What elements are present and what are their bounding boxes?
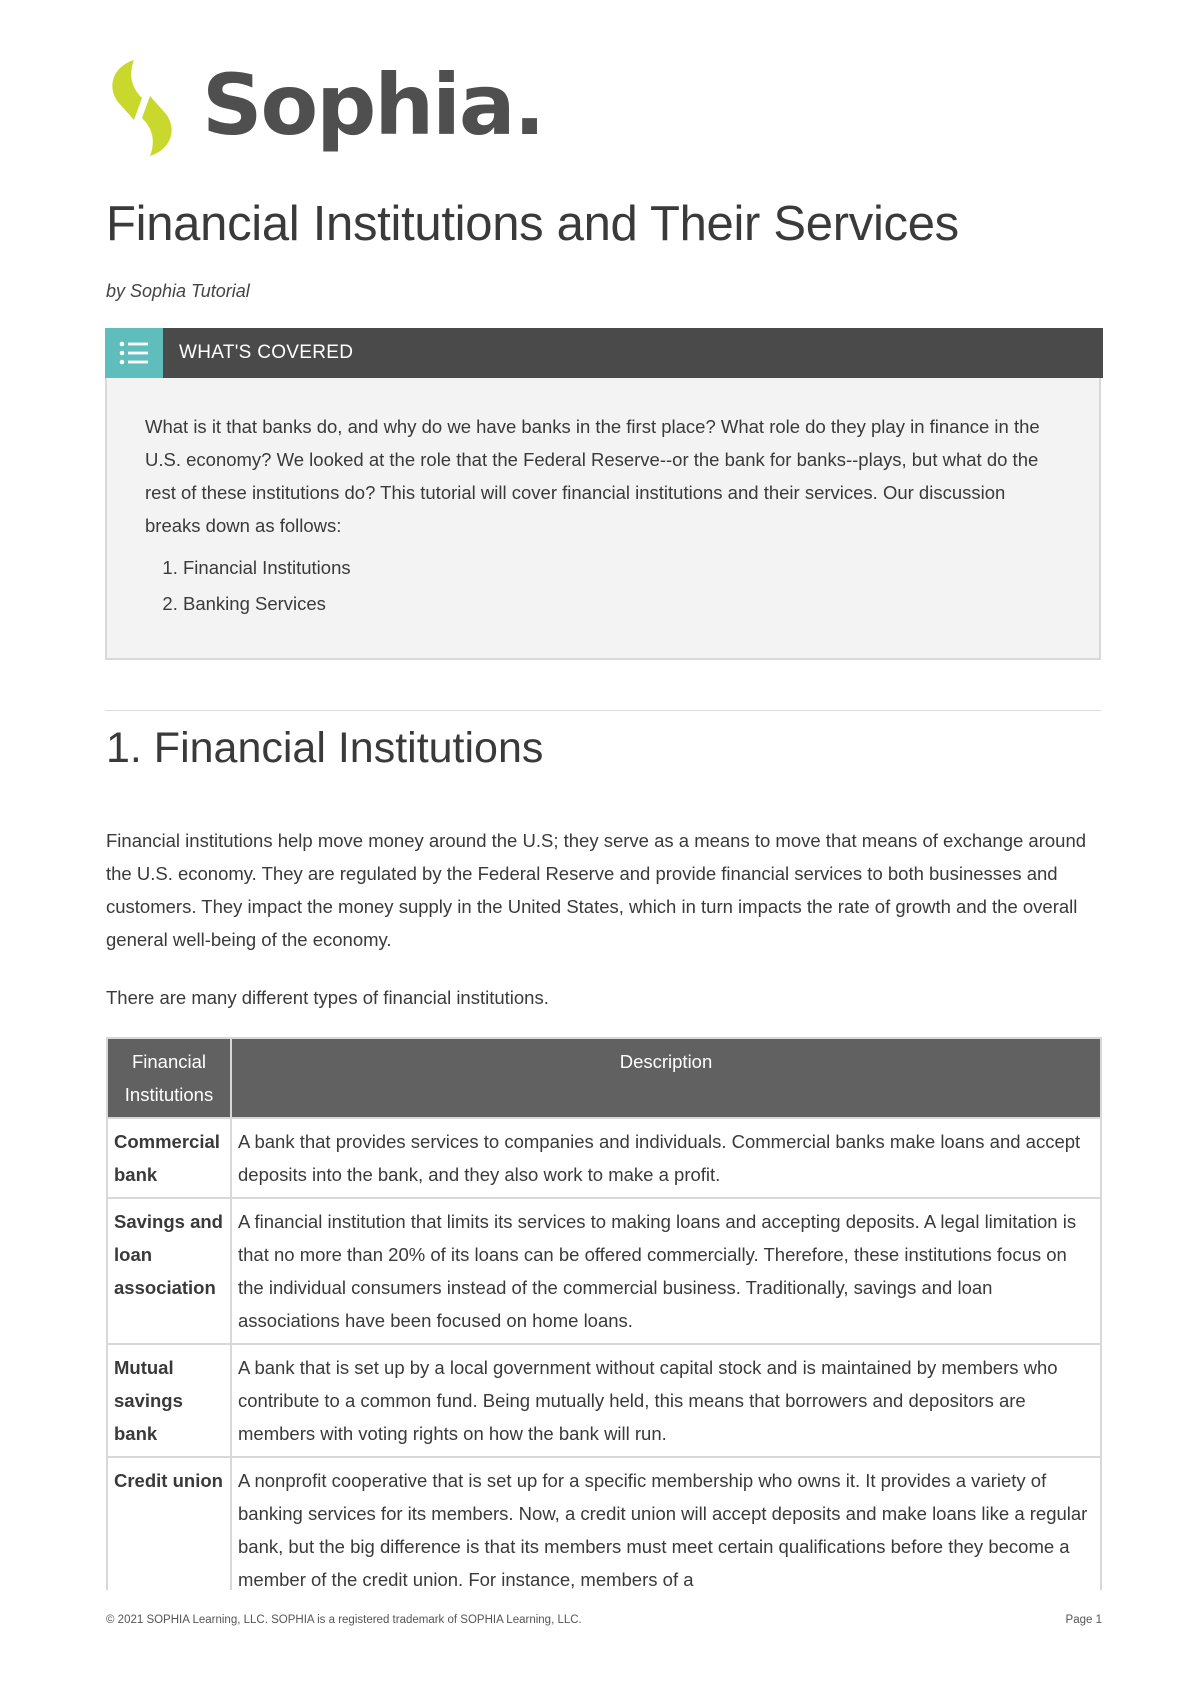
table-header-row	[107, 1038, 1101, 1118]
section-heading: 1. Financial Institutions	[106, 724, 544, 772]
list-item: 2. Banking Services	[183, 586, 351, 622]
table-cell-term: Mutual savings bank	[107, 1344, 231, 1457]
footer-page-number: Page 1	[1065, 1614, 1102, 1626]
byline: by Sophia Tutorial	[106, 281, 250, 301]
whats-covered-label: WHAT'S COVERED	[179, 342, 354, 363]
table-row	[107, 1118, 1101, 1198]
table-cell-term: Commercial bank	[107, 1118, 231, 1198]
paragraph: Financial institutions help move money around the U.S; they serve as a means to move that means of exchange around the U.S. economy. They are regulated by the Federal Reserve and provide financial services to both businesses and customers. They impact the money supply in the United States, which in turn impacts the rate of growth and the overall general well-being of the economy.	[106, 830, 1087, 950]
table-cell-description: A bank that is set up by a local government without capital stock and is maintained by members who contribute to a common fund. Being mutually held, this means that borrowers and depositors are members with voting rights on how the bank will run.	[231, 1344, 1101, 1457]
footer-copyright: © 2021 SOPHIA Learning, LLC. SOPHIA is a registered trademark of SOPHIA Learning, LLC.	[106, 1614, 582, 1626]
page-title: Financial Institutions and Their Services	[106, 197, 959, 251]
institutions-table	[106, 1037, 1102, 1590]
column-header: Description	[231, 1038, 1101, 1118]
table-cell-description: A bank that provides services to companies and individuals. Commercial banks make loans and accept deposits into the bank, and they also work to make a profit.	[231, 1118, 1101, 1198]
table-row	[107, 1198, 1101, 1344]
table-cell-description: A nonprofit cooperative that is set up for a specific membership who owns it. It provides a variety of banking services for its members. Now, a credit union will accept deposits and make loans like a regular bank, but the big difference is that its members must meet certain qualifications before they become a member of the credit union. For instance, members of a	[231, 1457, 1101, 1590]
list-item: 1. Financial Institutions	[183, 550, 351, 586]
table-row	[107, 1457, 1101, 1590]
brand-name: Sophia.	[202, 56, 544, 154]
whats-covered-text: What is it that banks do, and why do we have banks in the first place? What role do they play in finance in the U.S. economy? We looked at the role that the Federal Reserve--or the bank for banks--plays, but what do the rest of these institutions do? This tutorial will cover financial institutions and their services. Our discussion breaks down as follows:	[145, 416, 1040, 536]
column-header: Financial Institutions	[107, 1038, 231, 1118]
paragraph: There are many different types of financial institutions.	[106, 987, 549, 1008]
table-cell-description: A financial institution that limits its services to making loans and accepting deposits. A legal limitation is that no more than 20% of its loans can be offered commercially. Therefore, these institutions focus on the individual consumers instead of the commercial business. Traditionally, savings and loan associations have been focused on home loans.	[231, 1198, 1101, 1344]
table-row	[107, 1344, 1101, 1457]
table-cell-term: Credit union	[107, 1457, 231, 1590]
table-cell-term: Savings and loan association	[107, 1198, 231, 1344]
